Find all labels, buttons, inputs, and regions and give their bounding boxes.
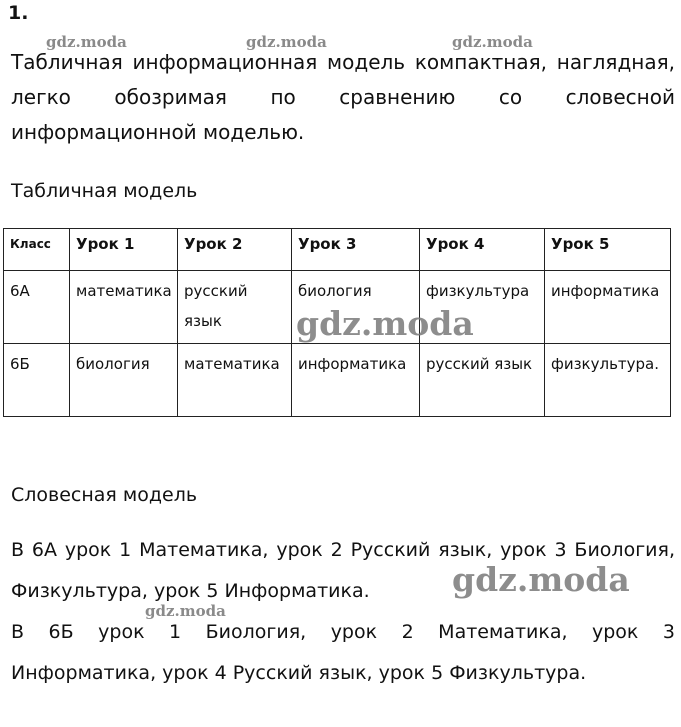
verbal-title: Словесная модель	[11, 484, 198, 506]
table-cell: физкультура.	[545, 344, 671, 417]
verbal-paragraph	[11, 530, 675, 694]
table-cell: русский язык	[420, 344, 545, 417]
watermark: gdz.moda	[246, 33, 327, 51]
watermark: gdz.moda	[296, 304, 474, 343]
header-cell: Урок 5	[545, 229, 671, 271]
table-cell: биология	[292, 271, 420, 344]
table-cell: русский язык	[178, 271, 292, 344]
table-row	[4, 344, 671, 417]
verbal-line: В 6А урок 1 Математика, урок 2 Русский язык, урок 3 Биология,	[11, 539, 675, 561]
intro-line: легко обозримая по сравнению со словесной	[11, 85, 675, 109]
watermark: gdz.moda	[452, 33, 533, 51]
watermark: gdz.moda	[145, 602, 226, 620]
header-cell: Урок 4	[420, 229, 545, 271]
table-cell: физкультура	[420, 271, 545, 344]
table-cell: математика	[178, 344, 292, 417]
table-cell: 6А	[4, 271, 70, 344]
watermark: gdz.moda	[452, 560, 630, 599]
table-cell: информатика	[545, 271, 671, 344]
verbal-line: Информатика, урок 4 Русский язык, урок 5 Физкультура.	[11, 662, 587, 684]
table-header-row	[4, 229, 671, 271]
intro-paragraph	[11, 45, 675, 150]
table-cell: 6Б	[4, 344, 70, 417]
table-cell: биология	[70, 344, 178, 417]
table-cell: математика	[70, 271, 178, 344]
task-number: 1.	[8, 2, 29, 24]
table-title: Табличная модель	[11, 180, 198, 202]
watermark: gdz.moda	[46, 33, 127, 51]
intro-line: информационной моделью.	[11, 120, 305, 144]
table-cell: информатика	[292, 344, 420, 417]
header-cell: Класс	[4, 229, 70, 271]
intro-line: Табличная информационная модель компактная, наглядная,	[11, 50, 675, 74]
header-cell: Урок 1	[70, 229, 178, 271]
header-cell: Урок 2	[178, 229, 292, 271]
verbal-line: В 6Б урок 1 Биология, урок 2 Математика, урок 3	[11, 621, 675, 643]
header-cell: Урок 3	[292, 229, 420, 271]
verbal-line: Физкультура, урок 5 Информатика.	[11, 580, 370, 602]
